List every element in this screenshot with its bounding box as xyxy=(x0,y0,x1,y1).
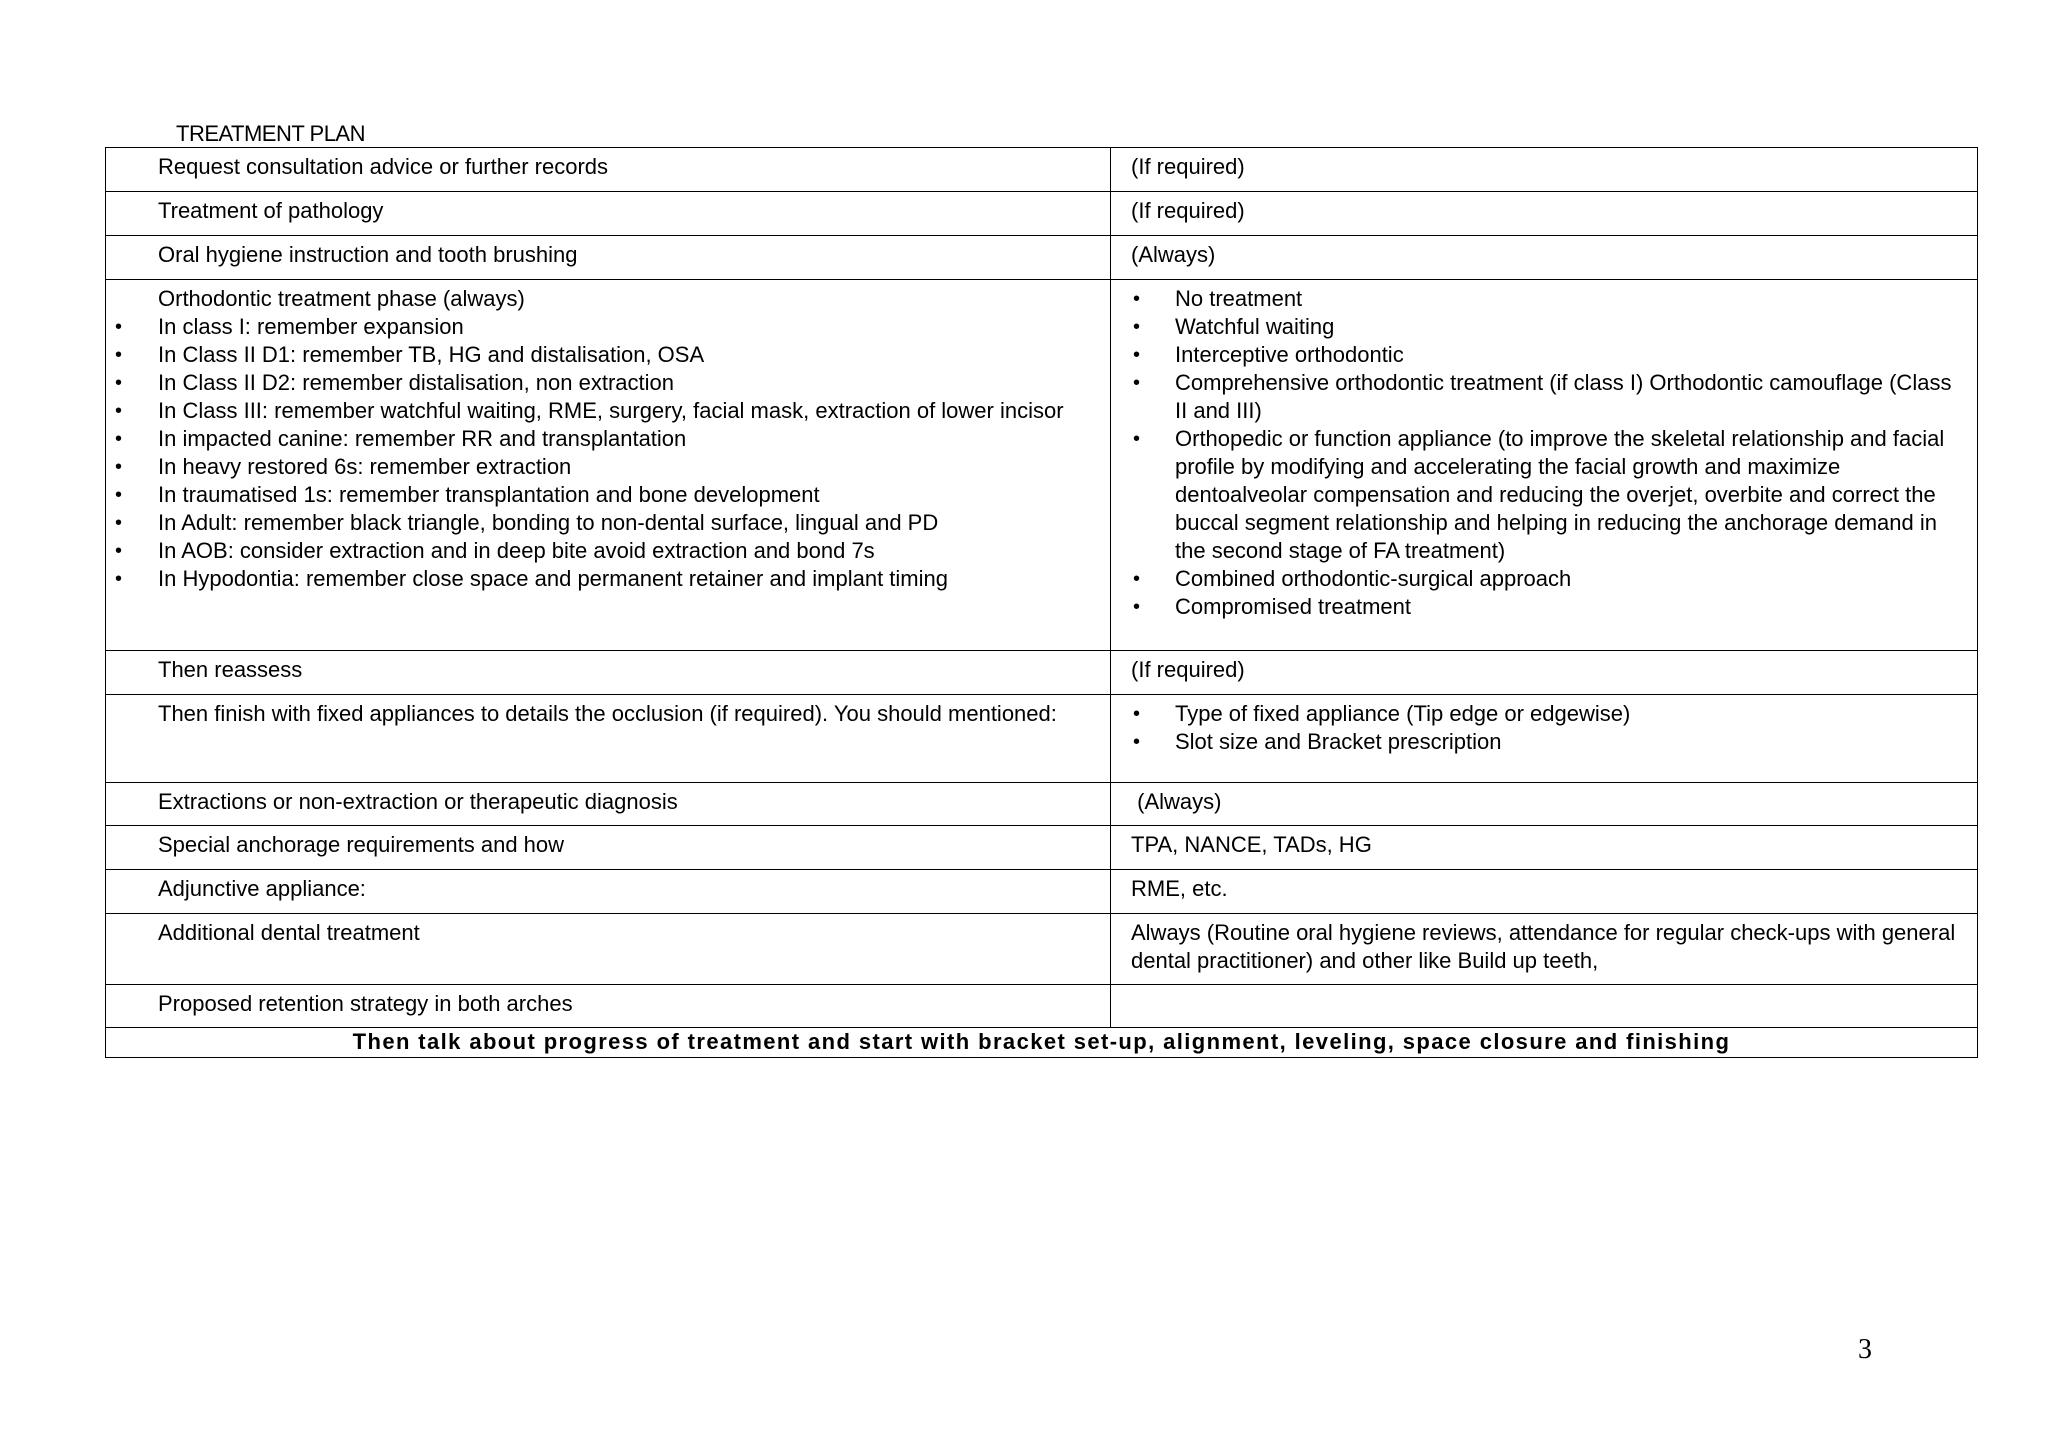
list-item: • In Adult: remember black triangle, bonding to non-dental surface, lingual and PD xyxy=(158,509,1104,537)
list-item: • Watchful waiting xyxy=(1131,313,1969,341)
table-row xyxy=(106,870,1978,914)
list-item: • In traumatised 1s: remember transplantation and bone development xyxy=(158,481,1104,509)
table-cell-task: Treatment of pathology xyxy=(106,192,1111,236)
table-cell-note: RME, etc. xyxy=(1111,870,1978,914)
table-cell-note: (If required) xyxy=(1111,192,1978,236)
list-item: • In heavy restored 6s: remember extraction xyxy=(158,453,1104,481)
table-cell-task: Oral hygiene instruction and tooth brushing xyxy=(106,236,1111,280)
table-cell-task xyxy=(106,280,1111,651)
list-item: • In class I: remember expansion xyxy=(158,313,1104,341)
table-cell-note: Always (Routine oral hygiene reviews, attendance for regular check-ups with general dental practitioner) and other like Build up teeth, xyxy=(1111,914,1978,985)
treatment-plan-table xyxy=(105,147,1978,1058)
table-cell-note: (If required) xyxy=(1111,148,1978,192)
list-item: • In impacted canine: remember RR and transplantation xyxy=(158,425,1104,453)
table-footer-note: Then talk about progress of treatment and start with bracket set-up, alignment, leveling, space closure and finishing xyxy=(106,1028,1978,1058)
list-item: • In Class II D1: remember TB, HG and distalisation, OSA xyxy=(158,341,1104,369)
table-row xyxy=(106,280,1978,651)
table-cell-note xyxy=(1111,280,1978,651)
table-cell-task: Proposed retention strategy in both arches xyxy=(106,985,1111,1028)
page-title: TREATMENT PLAN xyxy=(176,121,365,146)
table-row xyxy=(106,192,1978,236)
table-row xyxy=(106,651,1978,695)
table-row xyxy=(106,695,1978,783)
table-cell-task: Request consultation advice or further records xyxy=(106,148,1111,192)
table-cell-note: (Always) xyxy=(1111,236,1978,280)
list-item: • Compromised treatment xyxy=(1131,593,1969,621)
table-footer-row xyxy=(106,1028,1978,1058)
table-row xyxy=(106,985,1978,1028)
table-cell-note xyxy=(1111,695,1978,783)
fixed-appliance-list xyxy=(1131,700,1969,756)
orthodontic-phase-title: Orthodontic treatment phase (always) xyxy=(158,286,525,311)
table-cell-note xyxy=(1111,985,1978,1028)
table-row xyxy=(106,236,1978,280)
list-item: • Comprehensive orthodontic treatment (if class I) Orthodontic camouflage (Class II and III) xyxy=(1131,369,1969,425)
list-item: • Type of fixed appliance (Tip edge or edgewise) xyxy=(1131,700,1969,728)
table-row xyxy=(106,148,1978,192)
list-item: • Orthopedic or function appliance (to improve the skeletal relationship and facial profile by modifying and accelerating the facial growth and maximize dentoalveolar compensation and reducing the overjet, overbite and correct the buccal segment relationship and helping in reducing the anchorage demand in the second stage of FA treatment) xyxy=(1131,425,1969,565)
table-cell-note: (Always) xyxy=(1111,783,1978,826)
table-cell-note: TPA, NANCE, TADs, HG xyxy=(1111,826,1978,870)
list-item: • In Class III: remember watchful waiting, RME, surgery, facial mask, extraction of lower incisor xyxy=(158,397,1104,425)
list-item: • Combined orthodontic-surgical approach xyxy=(1131,565,1969,593)
table-cell-task: Extractions or non-extraction or therapeutic diagnosis xyxy=(106,783,1111,826)
list-item: • In Class II D2: remember distalisation, non extraction xyxy=(158,369,1104,397)
treatment-options-list xyxy=(1131,285,1969,621)
list-item: • In Hypodontia: remember close space and permanent retainer and implant timing xyxy=(158,565,1104,593)
table-row xyxy=(106,783,1978,826)
table-cell-task: Then reassess xyxy=(106,651,1111,695)
table-cell-task: Special anchorage requirements and how xyxy=(106,826,1111,870)
list-item: • In AOB: consider extraction and in deep bite avoid extraction and bond 7s xyxy=(158,537,1104,565)
table-cell-task: Additional dental treatment xyxy=(106,914,1111,985)
table-row xyxy=(106,826,1978,870)
table-cell-task: Then finish with fixed appliances to details the occlusion (if required). You should mentioned: xyxy=(106,695,1111,783)
page-number: 3 xyxy=(1858,1334,1872,1365)
list-item: • Slot size and Bracket prescription xyxy=(1131,728,1969,756)
table-cell-task: Adjunctive appliance: xyxy=(106,870,1111,914)
table-row xyxy=(106,914,1978,985)
list-item: • No treatment xyxy=(1131,285,1969,313)
orthodontic-considerations-list xyxy=(158,313,1104,593)
table-cell-note: (If required) xyxy=(1111,651,1978,695)
list-item: • Interceptive orthodontic xyxy=(1131,341,1969,369)
